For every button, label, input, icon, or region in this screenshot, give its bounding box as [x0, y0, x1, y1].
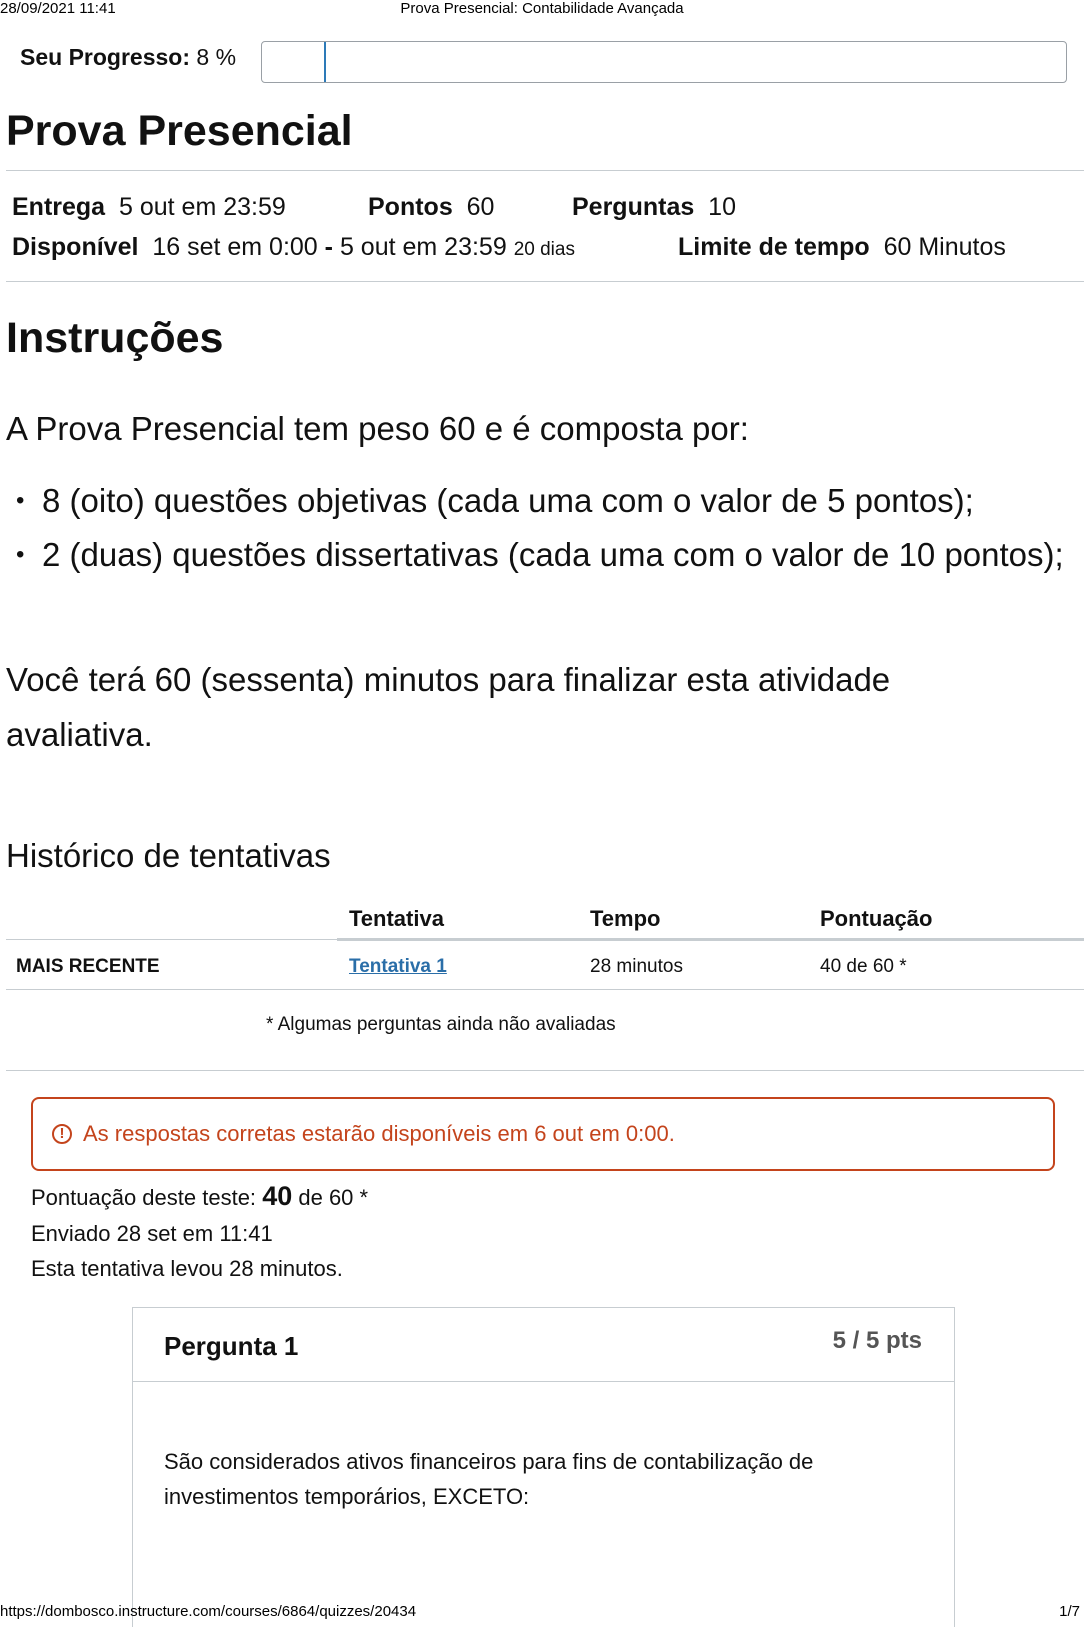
limite-label: Limite de tempo: [678, 233, 870, 261]
attempt-link[interactable]: Tentativa 1: [349, 956, 447, 977]
history-heading: Histórico de tentativas: [6, 837, 331, 874]
row-divider: [6, 989, 1084, 990]
progress-value: 8 %: [196, 44, 237, 70]
instructions-heading: Instruções: [6, 314, 224, 362]
question-card: [132, 1307, 955, 1627]
row-time: 28 minutos: [590, 956, 683, 977]
alert-circle-icon: !: [52, 1124, 72, 1144]
instructions-list: [6, 474, 1076, 582]
progress-bar-fill: [262, 42, 326, 82]
disponivel-separator: -: [324, 233, 333, 261]
progress-bar: [261, 41, 1067, 83]
history-note: * Algumas perguntas ainda não avaliadas: [266, 1014, 616, 1035]
question-points: 5 / 5 pts: [832, 1327, 922, 1354]
alert-text: As respostas corretas estarão disponíveis em 6 out em 0:00.: [83, 1121, 675, 1146]
question-title: Pergunta 1: [164, 1331, 299, 1361]
score-suffix: de 60 *: [298, 1185, 369, 1210]
meta-disponivel: [12, 233, 575, 262]
pontos-label: Pontos: [368, 193, 453, 221]
entrega-label: Entrega: [12, 193, 106, 221]
disponivel-end: 5 out em 23:59: [339, 233, 507, 261]
row-label: MAIS RECENTE: [16, 956, 160, 977]
score-value: 40: [262, 1181, 293, 1211]
meta-limite: [678, 233, 1006, 262]
print-datetime: 28/09/2021 11:41: [0, 0, 116, 17]
row-score: 40 de 60 *: [820, 956, 907, 977]
perguntas-label: Perguntas: [572, 193, 695, 221]
page-title: Prova Presencial: [6, 107, 353, 155]
meta-entrega: [12, 193, 286, 222]
submitted-at: Enviado 28 set em 11:41: [31, 1221, 273, 1246]
divider: [6, 170, 1084, 171]
question-header: [133, 1308, 954, 1382]
disponivel-days: 20 dias: [513, 239, 575, 260]
divider: [6, 1070, 1084, 1071]
print-page-number: 1/7: [1059, 1603, 1080, 1620]
perguntas-value: 10: [708, 193, 736, 221]
print-document-title: Prova Presencial: Contabilidade Avançada: [400, 0, 684, 17]
pontos-value: 60: [466, 193, 495, 221]
divider: [6, 281, 1084, 282]
score-prefix: Pontuação deste teste:: [31, 1185, 257, 1210]
list-item: • 8 (oito) questões objetivas (cada uma com o valor de 5 pontos);: [6, 474, 1076, 528]
disponivel-label: Disponível: [12, 233, 139, 261]
meta-pontos: [368, 193, 494, 222]
entrega-value: 5 out em 23:59: [119, 193, 286, 221]
column-header-score: Pontuação: [820, 906, 933, 931]
meta-perguntas: [572, 193, 736, 222]
disponivel-value: 16 set em 0:00: [152, 233, 318, 261]
print-header: [0, 0, 1084, 20]
column-header-attempt: Tentativa: [349, 906, 444, 931]
attempt-duration: Esta tentativa levou 28 minutos.: [31, 1256, 343, 1281]
quiz-score: [31, 1181, 368, 1212]
answers-alert: [31, 1097, 1055, 1171]
list-item: • 2 (duas) questões dissertativas (cada uma com o valor de 10 pontos);: [6, 528, 1076, 582]
instructions-closing: Você terá 60 (sessenta) minutos para finalizar esta atividade avaliativa.: [6, 661, 891, 753]
limite-value: 60 Minutos: [883, 233, 1006, 261]
header-underline: [337, 938, 1084, 941]
progress-label: [20, 44, 236, 71]
question-text: São considerados ativos financeiros para fins de contabilização de investimentos temporários, EXCETO:: [164, 1449, 814, 1509]
progress-caption: Seu Progresso:: [20, 44, 190, 70]
print-footer: [0, 1603, 1084, 1622]
column-header-time: Tempo: [590, 906, 661, 931]
print-url: https://dombosco.instructure.com/courses/6864/quizzes/20434: [0, 1603, 417, 1620]
instructions-intro: A Prova Presencial tem peso 60 e é composta por:: [6, 410, 749, 447]
